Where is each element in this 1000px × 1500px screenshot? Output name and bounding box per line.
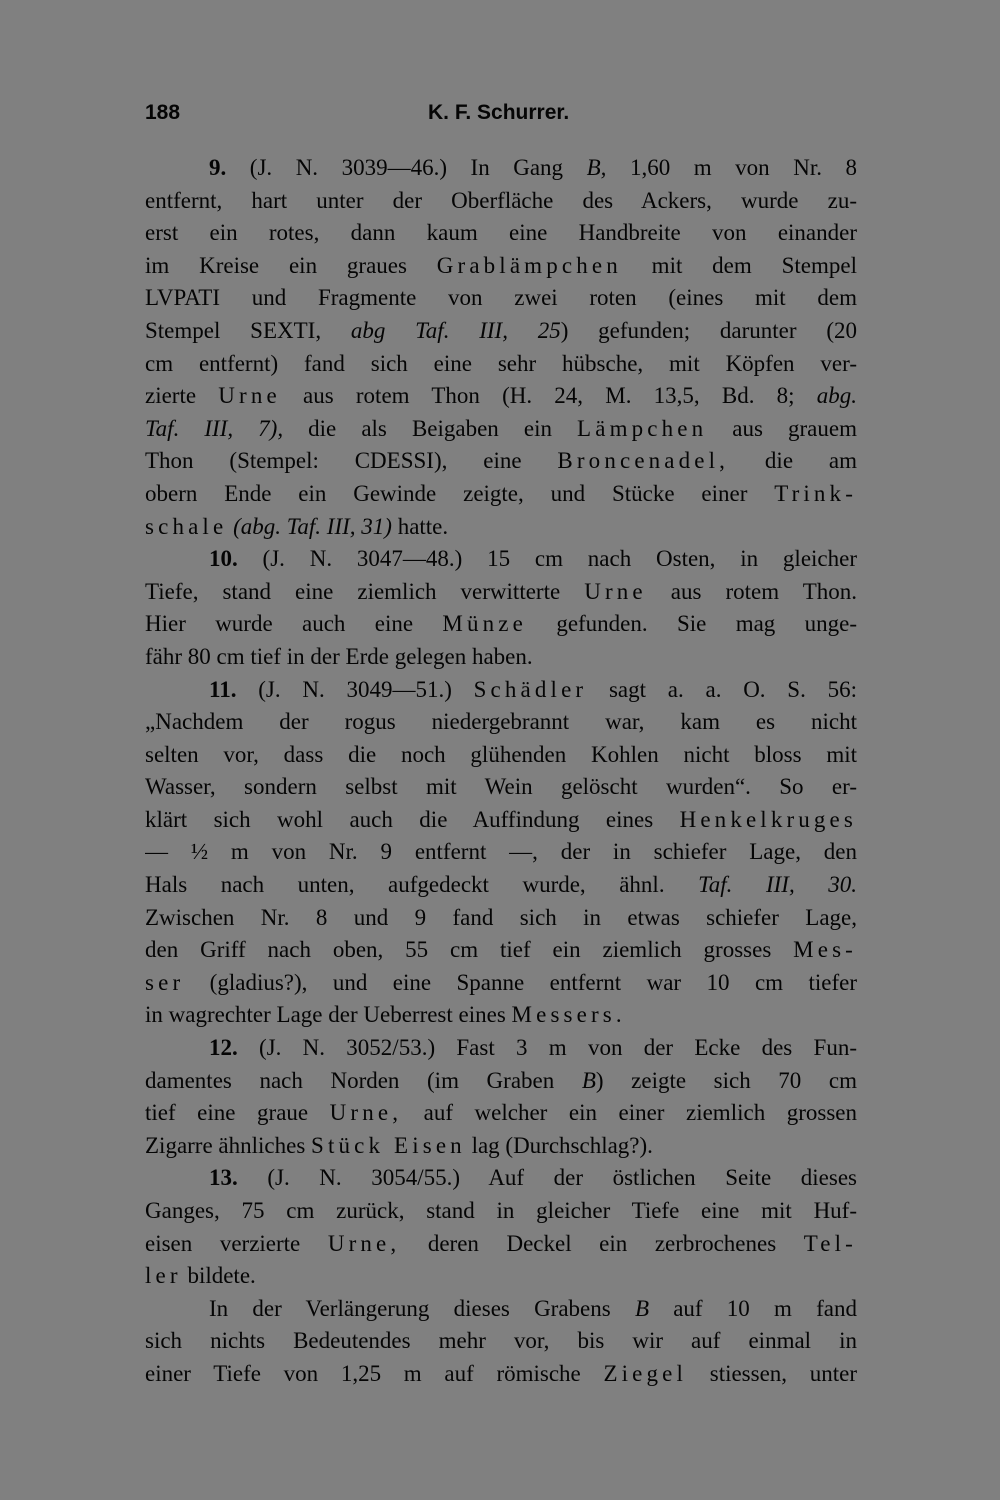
text-segment: Thon (Stempel: CDESSI), eine bbox=[145, 448, 558, 474]
text-segment: (J. N. 3052/53.) Fast 3 m von der Ecke des Fun- bbox=[237, 1035, 857, 1061]
text-segment: Wasser, sondern selbst mit Wein gelöscht wurden“. So er- bbox=[145, 774, 857, 800]
spaced-term: Trink- bbox=[774, 480, 857, 506]
text-segment: stiessen, unter bbox=[687, 1360, 857, 1386]
italic-text: B bbox=[581, 1067, 596, 1093]
text-line bbox=[145, 674, 857, 707]
text-segment: eisen verzierte bbox=[145, 1230, 328, 1256]
text-segment: hatte. bbox=[391, 513, 449, 539]
spaced-term: Münze bbox=[442, 611, 527, 637]
text-line bbox=[145, 934, 857, 967]
text-segment: LVPATI und Fragmente von zwei roten (eines mit dem bbox=[145, 285, 857, 311]
text-segment: ) gefunden; darunter (20 bbox=[560, 317, 857, 343]
text-line bbox=[145, 869, 857, 902]
text-segment: Stempel SEXTI, bbox=[145, 317, 351, 343]
text-line bbox=[145, 967, 857, 1000]
spaced-term: Henkelkruges bbox=[679, 806, 857, 832]
text-line bbox=[145, 250, 857, 283]
text-segment: sagt a. a. O. S. 56: bbox=[587, 676, 857, 702]
spaced-term: Tel- bbox=[803, 1230, 857, 1256]
text-segment: auf welcher ein einer ziemlich grossen bbox=[402, 1100, 857, 1126]
spaced-term: Grablämpchen bbox=[436, 252, 622, 278]
text-line bbox=[145, 641, 857, 674]
body-text bbox=[145, 152, 857, 1391]
spaced-term: Stück Eisen bbox=[311, 1132, 466, 1158]
text-segment: sich nichts Bedeutendes mehr vor, bis wir auf einmal in bbox=[145, 1328, 857, 1354]
text-segment: lag (Durchschlag?). bbox=[465, 1132, 653, 1158]
text-line bbox=[145, 771, 857, 804]
text-segment: klärt sich wohl auch die Auffindung eines bbox=[145, 806, 680, 832]
text-segment: die als Beigaben ein bbox=[283, 415, 578, 441]
spaced-term: Urne, bbox=[329, 1100, 403, 1126]
page-number: 188 bbox=[145, 101, 181, 124]
text-line bbox=[145, 543, 857, 576]
italic-text: (abg. Taf. III, 31) bbox=[233, 513, 392, 539]
text-line bbox=[145, 739, 857, 772]
text-line bbox=[145, 999, 857, 1032]
text-segment: Tiefe, stand eine ziemlich verwitterte bbox=[145, 578, 585, 604]
text-segment: (J. N. 3039—46.) In Gang bbox=[226, 155, 587, 180]
entry-number: 12. bbox=[209, 1035, 238, 1061]
text-line bbox=[145, 445, 857, 478]
text-segment: auf 10 m fand bbox=[649, 1295, 857, 1321]
page-header bbox=[0, 95, 1000, 129]
spaced-term: Schädler bbox=[473, 676, 588, 702]
text-line bbox=[145, 902, 857, 935]
text-segment: 1,60 m von Nr. 8 bbox=[606, 155, 857, 180]
text-segment: (J. N. 3054/55.) Auf der östlichen Seite dieses bbox=[237, 1165, 857, 1191]
text-segment: — ½ m von Nr. 9 entfernt —, der in schiefer Lage, den bbox=[145, 839, 857, 865]
text-segment: Zigarre ähnliches bbox=[145, 1132, 312, 1158]
text-segment: die am bbox=[729, 448, 857, 474]
text-segment: gefunden. Sie mag unge- bbox=[526, 611, 857, 637]
spaced-term: ler bbox=[145, 1263, 182, 1289]
text-segment: aus rotem Thon. bbox=[646, 578, 857, 604]
text-segment: entfernt, hart unter der Oberfläche des Ackers, wurde zu- bbox=[145, 187, 857, 213]
text-segment: selten vor, dass die noch glühenden Kohlen nicht bloss mit bbox=[145, 741, 857, 767]
italic-text: abg. bbox=[816, 383, 857, 409]
italic-text: abg Taf. III, 25 bbox=[350, 317, 561, 343]
text-segment: (gladius?), und eine Spanne entfernt war 10 cm tiefer bbox=[184, 969, 857, 995]
running-head: K. F. Schurrer. bbox=[428, 101, 570, 124]
text-line bbox=[145, 315, 857, 348]
text-line bbox=[145, 1260, 857, 1293]
spaced-term: Urne bbox=[218, 383, 281, 409]
text-segment: mit dem Stempel bbox=[621, 252, 857, 278]
text-segment: Hals nach unten, aufgedeckt wurde, ähnl. bbox=[145, 872, 699, 898]
italic-text: Taf. III, 30. bbox=[698, 872, 857, 898]
text-segment: fähr 80 cm tief in der Erde gelegen haben. bbox=[145, 643, 533, 669]
text-segment: deren Deckel ein zerbrochenes bbox=[400, 1230, 804, 1256]
spaced-term: Broncenadel, bbox=[557, 448, 730, 474]
text-segment: erst ein rotes, dann kaum eine Handbreite von einander bbox=[145, 220, 857, 246]
text-line bbox=[145, 576, 857, 609]
text-segment: zierte bbox=[145, 383, 219, 409]
text-segment: aus grauem bbox=[707, 415, 857, 441]
text-segment: cm entfernt) fand sich eine sehr hübsche, mit Köpfen ver- bbox=[145, 350, 857, 376]
text-segment: bildete. bbox=[181, 1263, 256, 1289]
text-segment: Ganges, 75 cm zurück, stand in gleicher Tiefe eine mit Huf- bbox=[145, 1198, 857, 1223]
text-segment: tief eine graue bbox=[145, 1100, 330, 1126]
text-segment: Zwischen Nr. 8 und 9 fand sich in etwas schiefer Lage, bbox=[145, 904, 857, 930]
text-line bbox=[145, 1162, 857, 1195]
italic-text: B bbox=[634, 1295, 649, 1321]
text-line bbox=[145, 1228, 857, 1261]
text-segment: (J. N. 3047—48.) 15 cm nach Osten, in gleicher bbox=[237, 546, 857, 572]
text-line bbox=[145, 152, 857, 185]
text-segment: damentes nach Norden (im Graben bbox=[145, 1067, 582, 1093]
text-line bbox=[145, 413, 857, 446]
text-line bbox=[145, 217, 857, 250]
text-line bbox=[145, 478, 857, 511]
entry-number: 9. bbox=[209, 155, 227, 180]
text-line bbox=[145, 1293, 857, 1326]
italic-text: Taf. III, 7), bbox=[145, 415, 284, 441]
spaced-term: Lämpchen bbox=[577, 415, 708, 441]
text-line bbox=[145, 511, 857, 544]
text-line bbox=[145, 608, 857, 641]
text-line bbox=[145, 706, 857, 739]
text-line bbox=[145, 1195, 857, 1228]
spaced-term: schale bbox=[145, 513, 228, 539]
text-segment: In der Verlängerung dieses Grabens bbox=[209, 1295, 635, 1321]
text-line bbox=[145, 1097, 857, 1130]
text-line bbox=[145, 1358, 857, 1391]
text-segment: obern Ende ein Gewinde zeigte, und Stücke einer bbox=[145, 480, 775, 506]
text-line bbox=[145, 1032, 857, 1065]
text-line bbox=[145, 1130, 857, 1163]
text-segment: ) zeigte sich 70 cm bbox=[595, 1067, 857, 1093]
text-line bbox=[145, 282, 857, 315]
text-segment: einer Tiefe von 1,25 m auf römische bbox=[145, 1360, 604, 1386]
text-line bbox=[145, 836, 857, 869]
text-segment: „Nachdem der rogus niedergebrannt war, kam es nicht bbox=[145, 709, 857, 735]
entry-number: 11. bbox=[209, 676, 237, 702]
spaced-term: Messers. bbox=[511, 1002, 626, 1028]
spaced-term: Ziegel bbox=[603, 1360, 688, 1386]
text-line bbox=[145, 1325, 857, 1358]
entry-number: 10. bbox=[209, 546, 238, 572]
text-segment: im Kreise ein graues bbox=[145, 252, 437, 278]
spaced-term: Urne, bbox=[327, 1230, 401, 1256]
spaced-term: Urne bbox=[584, 578, 647, 604]
italic-text: B, bbox=[586, 155, 607, 180]
text-line bbox=[145, 348, 857, 381]
text-segment: Hier wurde auch eine bbox=[145, 611, 443, 637]
text-segment: (J. N. 3049—51.) bbox=[236, 676, 474, 702]
entry-number: 13. bbox=[209, 1165, 238, 1191]
text-segment: in wagrechter Lage der Ueberrest eines bbox=[145, 1002, 512, 1028]
spaced-term: ser bbox=[145, 969, 185, 995]
text-line bbox=[145, 1065, 857, 1098]
text-line bbox=[145, 185, 857, 218]
text-line bbox=[145, 380, 857, 413]
text-line bbox=[145, 804, 857, 837]
text-segment: den Griff nach oben, 55 cm tief ein ziemlich grosses bbox=[145, 937, 794, 963]
spaced-term: Mes- bbox=[793, 937, 857, 963]
text-segment: aus rotem Thon (H. 24, M. 13,5, Bd. 8; bbox=[280, 383, 817, 409]
